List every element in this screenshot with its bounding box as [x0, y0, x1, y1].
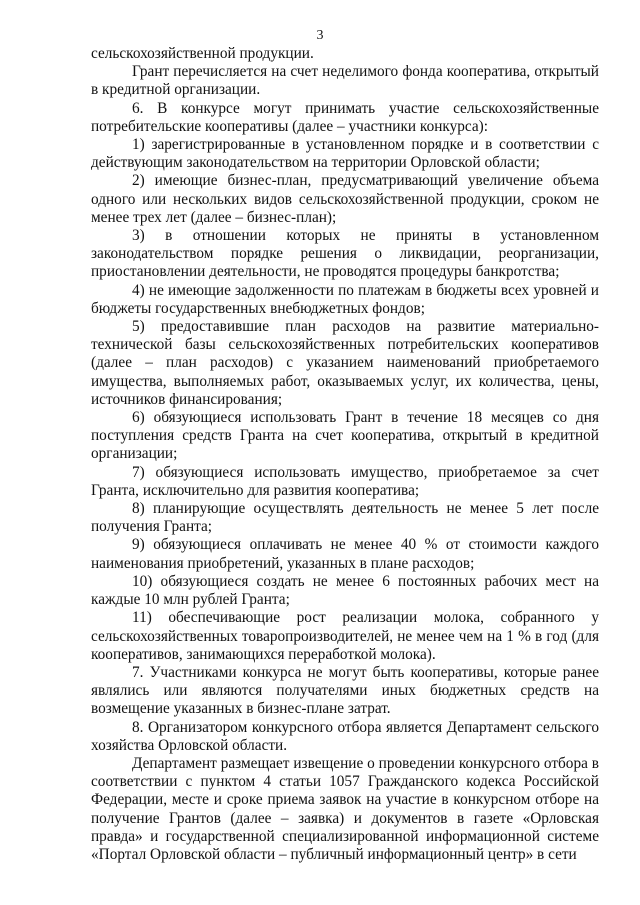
- paragraph: 8. Организатором конкурсного отбора является Департамент сельского хозяйства Орловской области.: [91, 718, 599, 754]
- paragraph: сельскохозяйственной продукции.: [91, 45, 314, 62]
- paragraph: 3) в отношении которых не приняты в установленном законодательством порядке решения о ликвидации, реорганизации, приостановлении деятельности, не проводятся процедуры банкротства;: [91, 227, 599, 281]
- paragraph: 1) зарегистрированные в установленном порядке и в соответствии с действующим законодательством на территории Орловской области;: [91, 136, 599, 172]
- paragraph: 9) обязующиеся оплачивать не менее 40 % от стоимости каждого наименования приобретений, указанных в плане расходов;: [91, 536, 599, 572]
- paragraph: 6) обязующиеся использовать Грант в течение 18 месяцев со дня поступления средств Гранта на счет кооператива, открытый в кредитной организации;: [91, 409, 599, 463]
- paragraph: 11) обеспечивающие рост реализации молока, собранного у сельскохозяйственных товаропроизводителей, не менее чем на 1 % в год (для кооперативов, занимающихся переработкой молока).: [91, 609, 599, 663]
- paragraph: Грант перечисляется на счет неделимого фонда кооператива, открытый в кредитной организации.: [91, 63, 599, 99]
- paragraph: 7. Участниками конкурса не могут быть кооперативы, которые ранее являлись или являются получателями иных бюджетных средств на возмещение указанных в бизнес-плане затрат.: [91, 663, 599, 718]
- paragraph: 5) предоставившие план расходов на развитие материально-технической базы сельскохозяйственных потребительских кооперативов (далее – план расходов) с указанием наименований приобретаемого имущества, выполняемых работ, оказываемых услуг, их количества, цены, источников финансирования;: [91, 318, 599, 408]
- paragraph: 7) обязующиеся использовать имущество, приобретаемое за счет Гранта, исключительно для развития кооператива;: [91, 463, 599, 499]
- paragraph: 4) не имеющие задолженности по платежам в бюджеты всех уровней и бюджеты государственных внебюджетных фондов;: [91, 281, 599, 317]
- document-body: [91, 45, 599, 864]
- paragraph: 6. В конкурсе могут принимать участие сельскохозяйственные потребительские кооперативы (далее – участники конкурса):: [91, 99, 599, 135]
- paragraph: 10) обязующиеся создать не менее 6 постоянных рабочих мест на каждые 10 млн рублей Гранта;: [91, 572, 599, 609]
- paragraph: 2) имеющие бизнес-план, предусматривающий увеличение объема одного или нескольких видов сельскохозяйственной продукции, сроком не менее трех лет (далее – бизнес-план);: [91, 172, 599, 226]
- paragraph: Департамент размещает извещение о проведении конкурсного отбора в соответствии с пунктом 4 статьи 1057 Гражданского кодекса Российской Федерации, месте и сроке приема заявок на участие в конкурсном отборе на получение Грантов (далее – заявка) и документов в газете «Орловская правда» и государственной специализированной информационной системе «Портал Орловской области – публичный информационный центр» в сети: [91, 754, 599, 863]
- paragraph: 8) планирующие осуществлять деятельность не менее 5 лет после получения Гранта;: [91, 500, 599, 536]
- page-number: 3: [316, 28, 324, 43]
